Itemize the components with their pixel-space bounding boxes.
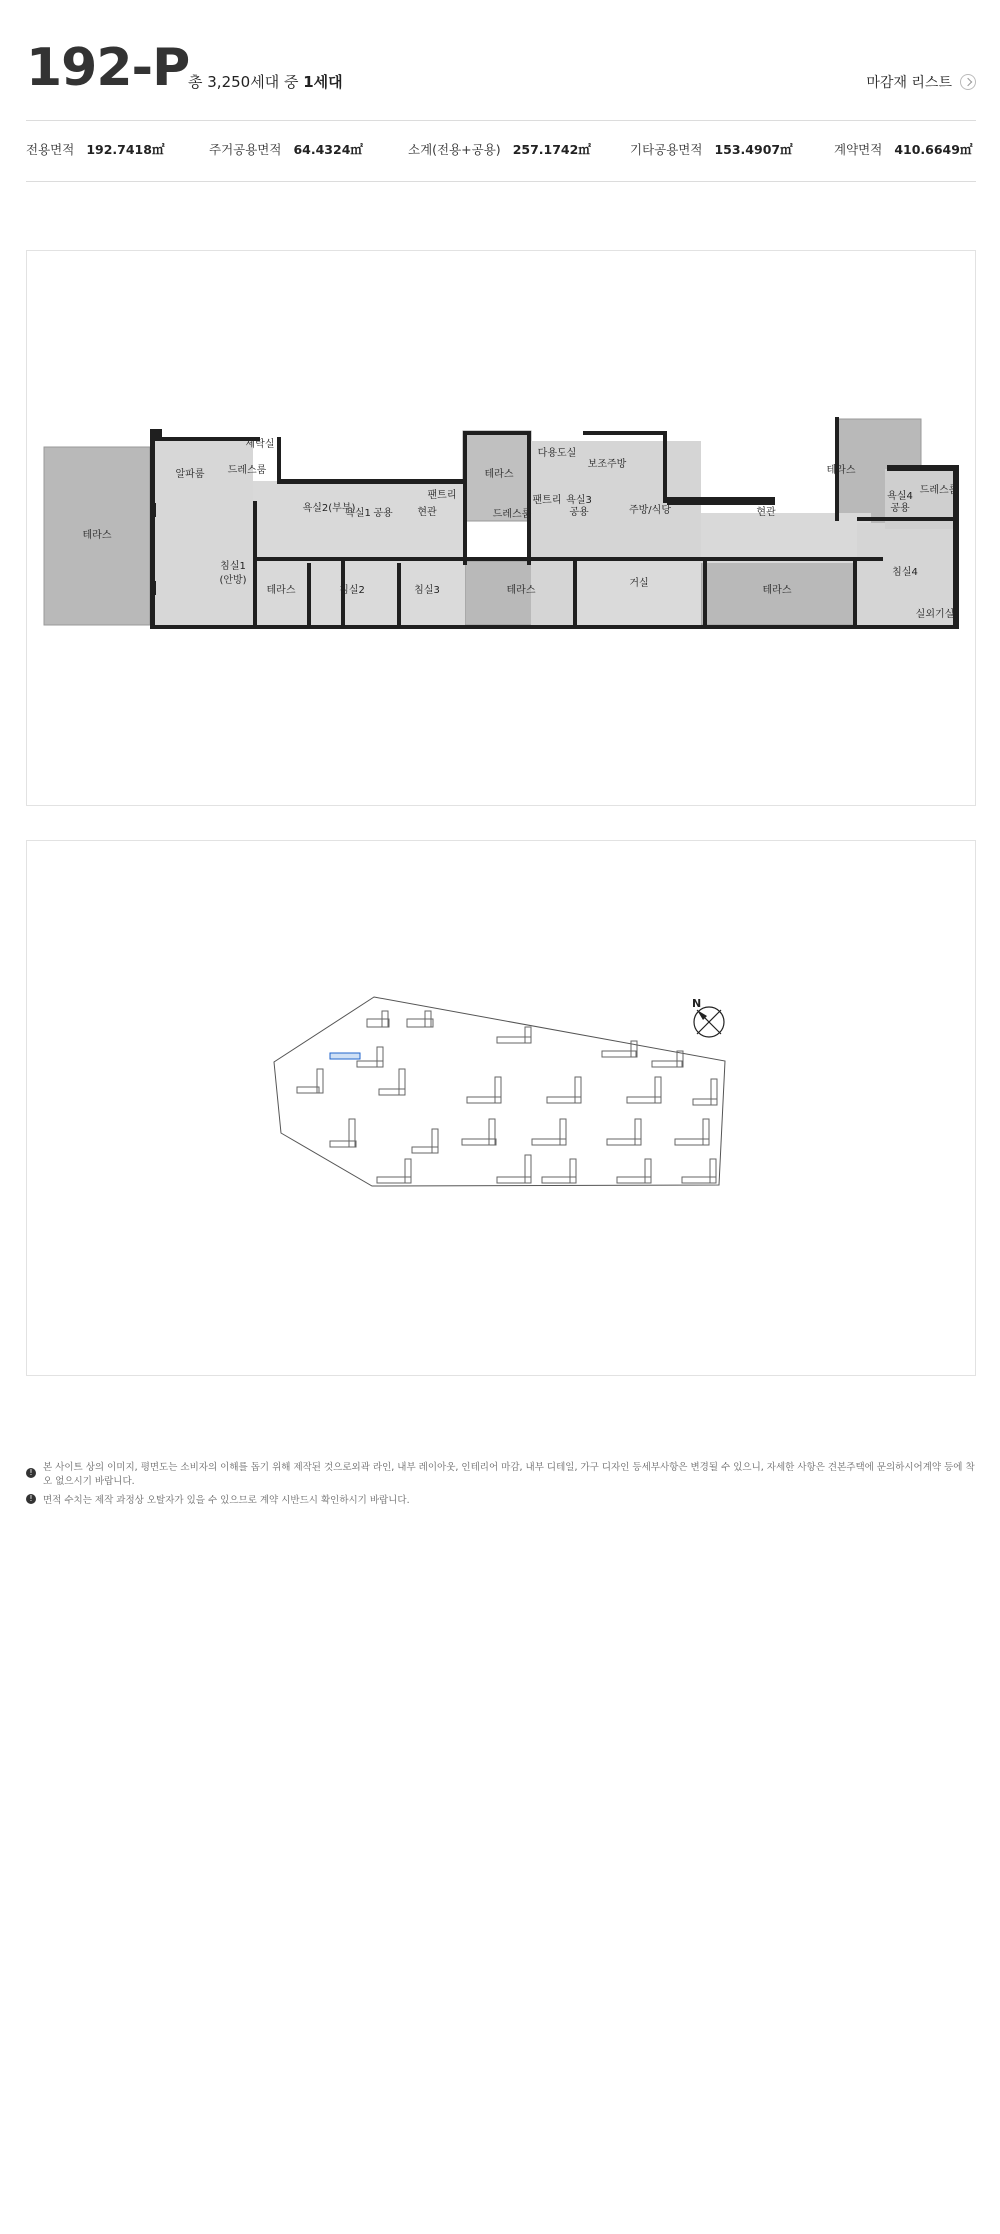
area-item [209,140,363,158]
room-dressroom-right: 드레스룸 [919,485,959,496]
room-multipurpose: 다용도실 [537,448,577,459]
room-living: 거실 [629,578,649,589]
floor-plan-panel [26,250,976,806]
area-value: 410.6649㎡ [894,142,973,157]
area-value: 64.4324㎡ [293,142,363,157]
chevron-right-icon [960,74,976,90]
room-dressroom: 드레스룸 [227,465,267,476]
room-common: 공용 [373,508,393,519]
site-boundary [274,997,725,1186]
room-kitchen: 주방/식당 [628,505,672,516]
divider [26,120,976,121]
area-label: 주거공용면적 [209,142,282,157]
room-pantry2: 팬트리 [532,495,562,506]
unit-title: 192-P [26,38,190,98]
room-laundry: 세탁실 [245,439,275,450]
area-label: 계약면적 [834,142,883,157]
room-dressroom-mid: 드레스룸 [492,509,532,520]
area-value: 257.1742㎡ [512,142,591,157]
room-terrace-b1: 테라스 [266,585,296,596]
area-item [630,140,793,158]
info-icon: ! [26,1494,36,1504]
room-terrace-b2: 테라스 [506,585,536,596]
area-item [408,140,591,158]
unit-subtitle-prefix: 총 3,250세대 중 [188,73,304,91]
room-outdoor-unit: 실외기실 [915,609,955,620]
unit-subtitle [188,71,343,92]
area-summary [26,140,976,162]
unit-header [26,38,976,98]
note-item [26,1459,976,1487]
room-aux-kitchen: 보조주방 [587,459,627,470]
compass-icon [692,997,724,1037]
room-bath1: 욕실1 [345,508,371,519]
unit-subtitle-count: 1세대 [303,73,343,91]
area-item [26,140,164,158]
floor-plan-image [27,251,975,805]
area-label: 소계(전용+공용) [408,142,501,157]
room-entrance-left: 현관 [417,507,437,518]
room-alpha: 알파룸 [175,469,205,480]
info-icon: ! [26,1468,36,1478]
finish-list-link[interactable] [866,72,976,92]
room-terrace-left: 테라스 [82,530,112,541]
finish-list-label: 마감재 리스트 [866,75,952,91]
area-item [834,140,972,158]
room-bath4: 욕실4 [887,491,913,502]
disclaimer-notes [26,1459,976,1511]
site-plan-panel [26,840,976,1376]
room-bedroom3: 침실3 [414,585,440,596]
room-terrace-right-top: 테라스 [826,465,856,476]
area-value: 153.4907㎡ [714,142,793,157]
room-terrace-top: 테라스 [484,469,514,480]
room-bath3-sub: 공용 [569,507,589,518]
note-item [26,1492,976,1506]
note-text: 면적 수치는 제작 과정상 오탈자가 있을 수 있으므로 계약 시반드시 확인하시기 바랍니다. [43,1495,410,1506]
room-bedroom1-sub: (안방) [219,575,247,586]
area-label: 기타공용면적 [630,142,703,157]
highlighted-building [330,1053,360,1059]
site-plan-image [27,841,975,1375]
area-label: 전용면적 [26,142,75,157]
room-bath3: 욕실3 [566,495,592,506]
room-bedroom2: 침실2 [339,585,365,596]
divider [26,181,976,182]
note-text: 본 사이트 상의 이미지, 평면도는 소비자의 이해를 돕기 위해 제작된 것으로외곽 라인, 내부 레이아웃, 인테리어 마감, 내부 디테일, 가구 디자인 등세부사항은 변경될 수 있으니, 자세한 사항은 견본주택에 문의하시어계약 등에 착오 없으시기 바랍니다. [43,1462,975,1487]
room-entrance-right: 현관 [756,507,776,518]
room-bath4-sub: 공용 [890,503,910,514]
room-bedroom1: 침실1 [220,561,246,572]
room-bath2: 욕실2(부부) [302,503,356,514]
room-bedroom4: 침실4 [892,567,918,578]
room-pantry: 팬트리 [427,490,457,501]
room-terrace-b3: 테라스 [762,585,792,596]
area-value: 192.7418㎡ [86,142,165,157]
north-label: N [692,997,702,1010]
